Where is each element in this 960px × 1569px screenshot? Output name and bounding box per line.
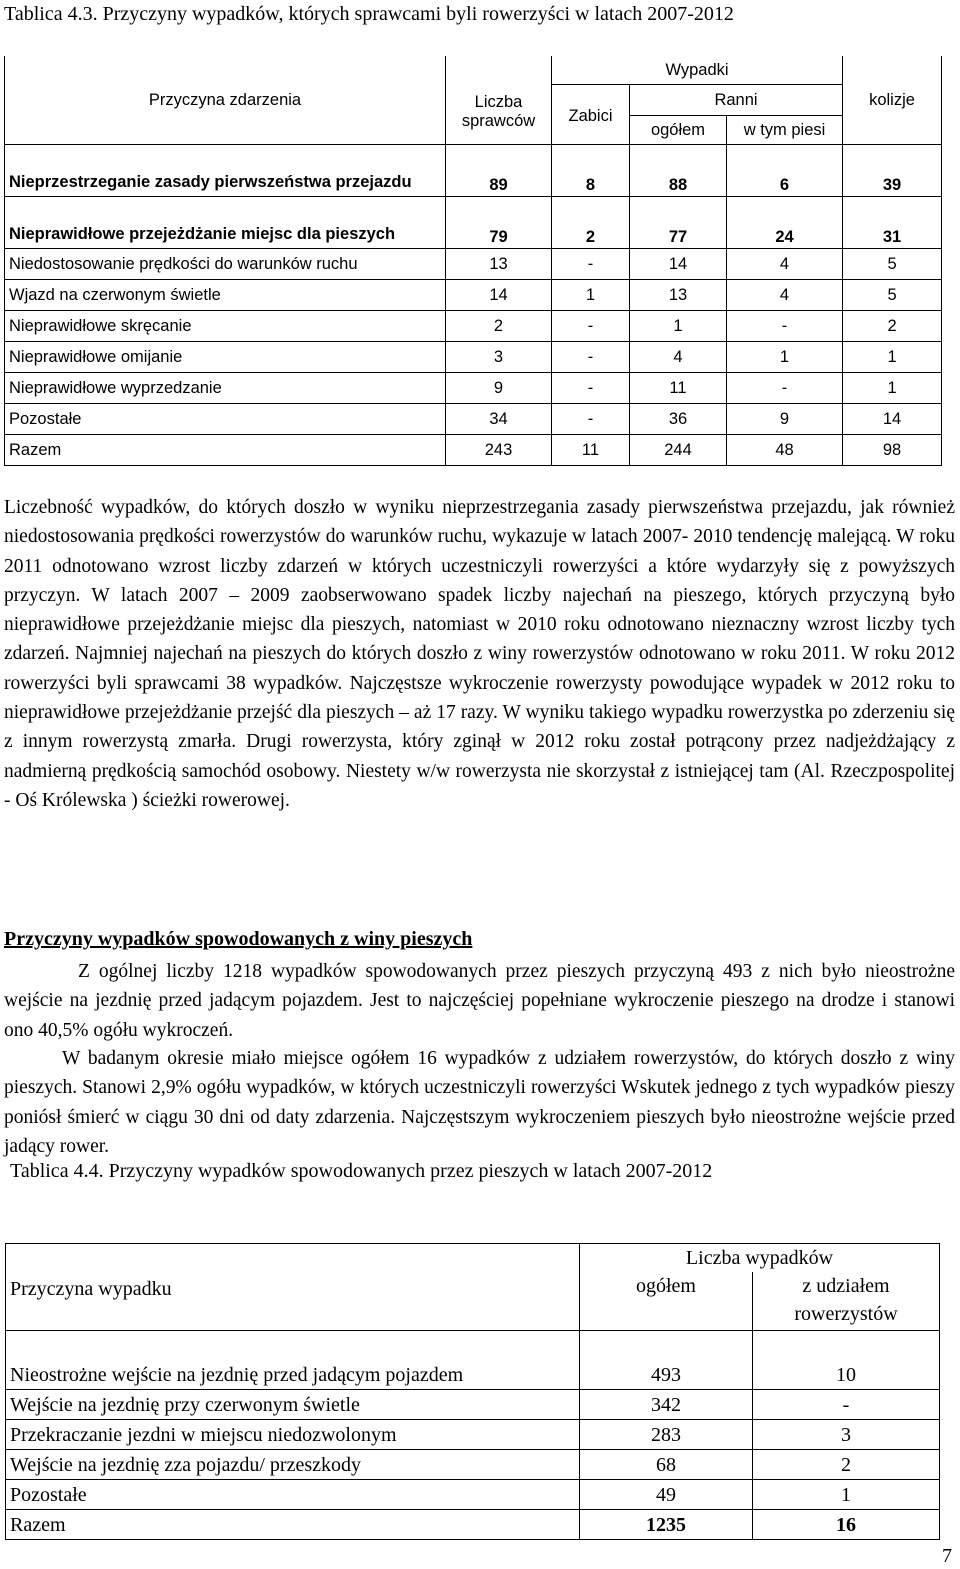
table-row-total: [6, 1510, 940, 1540]
cause-cell: Pozostałe: [5, 404, 446, 435]
header-killed: Zabici: [552, 85, 630, 145]
header-total: ogółem: [580, 1272, 753, 1331]
injured-pedestrians-cell: 6: [727, 145, 843, 197]
header-cause: Przyczyna zdarzenia: [5, 56, 446, 145]
body-paragraph: Liczebność wypadków, do których doszło w wyniku nieprzestrzegania zasady pierwszeństwa przejazdu, jak również niedostosowania prędkości rowerzystów do warunków ruchu, wykazuje w latach 2007- 2010 tendencję malejącą. W roku 2011 odnotowano wzrost liczby zdarzeń w których uczestniczyli rowerzyści a które wydarzyły się z powyższych przyczyn. W latach 2007 – 2009 zaobserwowano spadek liczby najechań na pieszego, których przyczyną było nieprawidłowe przejeżdżanie miejsc dla pieszych, natomiast w 2010 roku odnotowano nieznaczny wzrost liczby tych zdarzeń. Najmniej najechań na pieszych do których doszło z winy rowerzystów odnotowano w roku 2011. W roku 2012 rowerzyści byli sprawcami 38 wypadków. Najczęstsze wykroczenie rowerzysty powodujące wypadek w 2012 roku to nieprawidłowe przejeżdżanie przejść dla pieszych – aż 17 razy. W wyniku takiego wypadku rowerzystka po zderzeniu się z innym rowerzystą zmarła. Drugi rowerzysta, który zginął w 2012 roku został potrącony przez nadjeżdżający z nadmierną prędkością samochód osobowy. Niestety w/w rowerzysta nie skorzystał z istniejącej tam (Al. Rzeczpospolitej - Oś Królewska ) ścieżki rowerowej.: [4, 497, 955, 811]
perpetrators-cell: 243: [446, 435, 552, 466]
killed-cell: -: [552, 342, 630, 373]
injured-pedestrians-cell: 1: [727, 342, 843, 373]
total-cell: 283: [580, 1420, 753, 1450]
injured-pedestrians-cell: 4: [727, 249, 843, 280]
table-row: [5, 197, 942, 249]
table-row: [5, 342, 942, 373]
injured-total-cell: 77: [630, 197, 727, 249]
cause-cell: Nieprawidłowe wyprzedzanie: [5, 373, 446, 404]
cyclist-causes-table: [4, 56, 942, 466]
header-accidents: Wypadki: [552, 56, 843, 85]
cause-cell: Nieprawidłowe przejeżdżanie miejsc dla pieszych: [5, 197, 446, 249]
collisions-cell: 2: [843, 311, 942, 342]
table-4-4-caption: Tablica 4.4. Przyczyny wypadków spowodowanych przez pieszych w latach 2007-2012: [10, 1160, 713, 1182]
injured-pedestrians-cell: -: [727, 373, 843, 404]
killed-cell: 8: [552, 145, 630, 197]
injured-pedestrians-cell: -: [727, 311, 843, 342]
table-row: [6, 1480, 940, 1510]
collisions-cell: 14: [843, 404, 942, 435]
cause-cell: Wejście na jezdnię zza pojazdu/ przeszkody: [6, 1450, 580, 1480]
header-cause: Przyczyna wypadku: [6, 1244, 580, 1331]
total-cell: 68: [580, 1450, 753, 1480]
cause-cell: Razem: [5, 435, 446, 466]
collisions-cell: 5: [843, 280, 942, 311]
table-row: [6, 1420, 940, 1450]
section-heading: Przyczyny wypadków spowodowanych z winy pieszych: [4, 928, 473, 950]
injured-total-cell: 244: [630, 435, 727, 466]
header-accident-count: Liczba wypadków: [580, 1244, 940, 1273]
cause-cell: Nieprawidłowe skręcanie: [5, 311, 446, 342]
killed-cell: -: [552, 404, 630, 435]
perpetrators-cell: 79: [446, 197, 552, 249]
collisions-cell: 1: [843, 373, 942, 404]
cause-cell: Nieprawidłowe omijanie: [5, 342, 446, 373]
cause-cell: Nieostrożne wejście na jezdnię przed jadącym pojazdem: [6, 1331, 580, 1390]
table-row-total: [5, 435, 942, 466]
with-cyclists-cell: 10: [753, 1331, 940, 1390]
perpetrators-cell: 89: [446, 145, 552, 197]
table-row: [5, 373, 942, 404]
injured-pedestrians-cell: 48: [727, 435, 843, 466]
with-cyclists-cell: 16: [753, 1510, 940, 1540]
collisions-cell: 39: [843, 145, 942, 197]
perpetrators-cell: 14: [446, 280, 552, 311]
header-injured-total: ogółem: [630, 116, 727, 145]
killed-cell: -: [552, 249, 630, 280]
perpetrators-cell: 9: [446, 373, 552, 404]
killed-cell: -: [552, 311, 630, 342]
perpetrators-cell: 13: [446, 249, 552, 280]
cause-cell: Razem: [6, 1510, 580, 1540]
header-with-cyclists: z udziałem rowerzystów: [753, 1272, 940, 1331]
table-row: [5, 145, 942, 197]
killed-cell: 2: [552, 197, 630, 249]
cause-cell: Wjazd na czerwonym świetle: [5, 280, 446, 311]
page-number: 7: [942, 1545, 952, 1567]
cause-cell: Przekraczanie jezdni w miejscu niedozwolonym: [6, 1420, 580, 1450]
cause-cell: Wejście na jezdnię przy czerwonym świetle: [6, 1390, 580, 1420]
table-row: [5, 311, 942, 342]
header-injured: Ranni: [630, 85, 843, 116]
table-row: [6, 1450, 940, 1480]
table-row: [6, 1331, 940, 1390]
injured-total-cell: 13: [630, 280, 727, 311]
collisions-cell: 31: [843, 197, 942, 249]
perpetrators-cell: 2: [446, 311, 552, 342]
header-injured-pedestrians: w tym piesi: [727, 116, 843, 145]
table-4-3-caption: Tablica 4.3. Przyczyny wypadków, których sprawcami byli rowerzyści w latach 2007-2012: [4, 3, 734, 25]
injured-pedestrians-cell: 9: [727, 404, 843, 435]
perpetrators-cell: 34: [446, 404, 552, 435]
injured-total-cell: 36: [630, 404, 727, 435]
table-row: [5, 404, 942, 435]
table-row: [5, 280, 942, 311]
total-cell: 1235: [580, 1510, 753, 1540]
killed-cell: 11: [552, 435, 630, 466]
injured-total-cell: 4: [630, 342, 727, 373]
collisions-cell: 1: [843, 342, 942, 373]
with-cyclists-cell: -: [753, 1390, 940, 1420]
injured-total-cell: 11: [630, 373, 727, 404]
collisions-cell: 98: [843, 435, 942, 466]
header-collisions: kolizje: [843, 56, 942, 145]
total-cell: 49: [580, 1480, 753, 1510]
header-perpetrators: Liczba sprawców: [446, 56, 552, 145]
killed-cell: 1: [552, 280, 630, 311]
killed-cell: -: [552, 373, 630, 404]
with-cyclists-cell: 2: [753, 1450, 940, 1480]
injured-total-cell: 14: [630, 249, 727, 280]
injured-total-cell: 1: [630, 311, 727, 342]
with-cyclists-cell: 1: [753, 1480, 940, 1510]
cause-cell: Nieprzestrzeganie zasady pierwszeństwa przejazdu: [5, 145, 446, 197]
total-cell: 493: [580, 1331, 753, 1390]
injured-total-cell: 88: [630, 145, 727, 197]
cause-cell: Niedostosowanie prędkości do warunków ruchu: [5, 249, 446, 280]
injured-pedestrians-cell: 4: [727, 280, 843, 311]
with-cyclists-cell: 3: [753, 1420, 940, 1450]
perpetrators-cell: 3: [446, 342, 552, 373]
body-paragraph: Z ogólnej liczby 1218 wypadków spowodowanych przez pieszych przyczyną 493 z nich było nieostrożne wejście na jezdnię przed jadącym pojazdem. Jest to najczęściej popełniane wykroczenie pieszego na drodze i stanowi ono 40,5% ogółu wykroczeń.: [4, 961, 955, 1041]
cause-cell: Pozostałe: [6, 1480, 580, 1510]
pedestrian-causes-table: [5, 1243, 940, 1540]
injured-pedestrians-cell: 24: [727, 197, 843, 249]
total-cell: 342: [580, 1390, 753, 1420]
table-row: [5, 249, 942, 280]
table-row: [6, 1390, 940, 1420]
collisions-cell: 5: [843, 249, 942, 280]
body-paragraph: W badanym okresie miało miejsce ogółem 16 wypadków z udziałem rowerzystów, do których doszło z winy pieszych. Stanowi 2,9% ogółu wypadków, w których uczestniczyli rowerzyści Wskutek jednego z tych wypadków pieszy poniósł śmierć w ciągu 30 dni od daty zdarzenia. Najczęstszym wykroczeniem pieszych było nieostrożne wejście przed jadący rower.: [4, 1048, 955, 1157]
